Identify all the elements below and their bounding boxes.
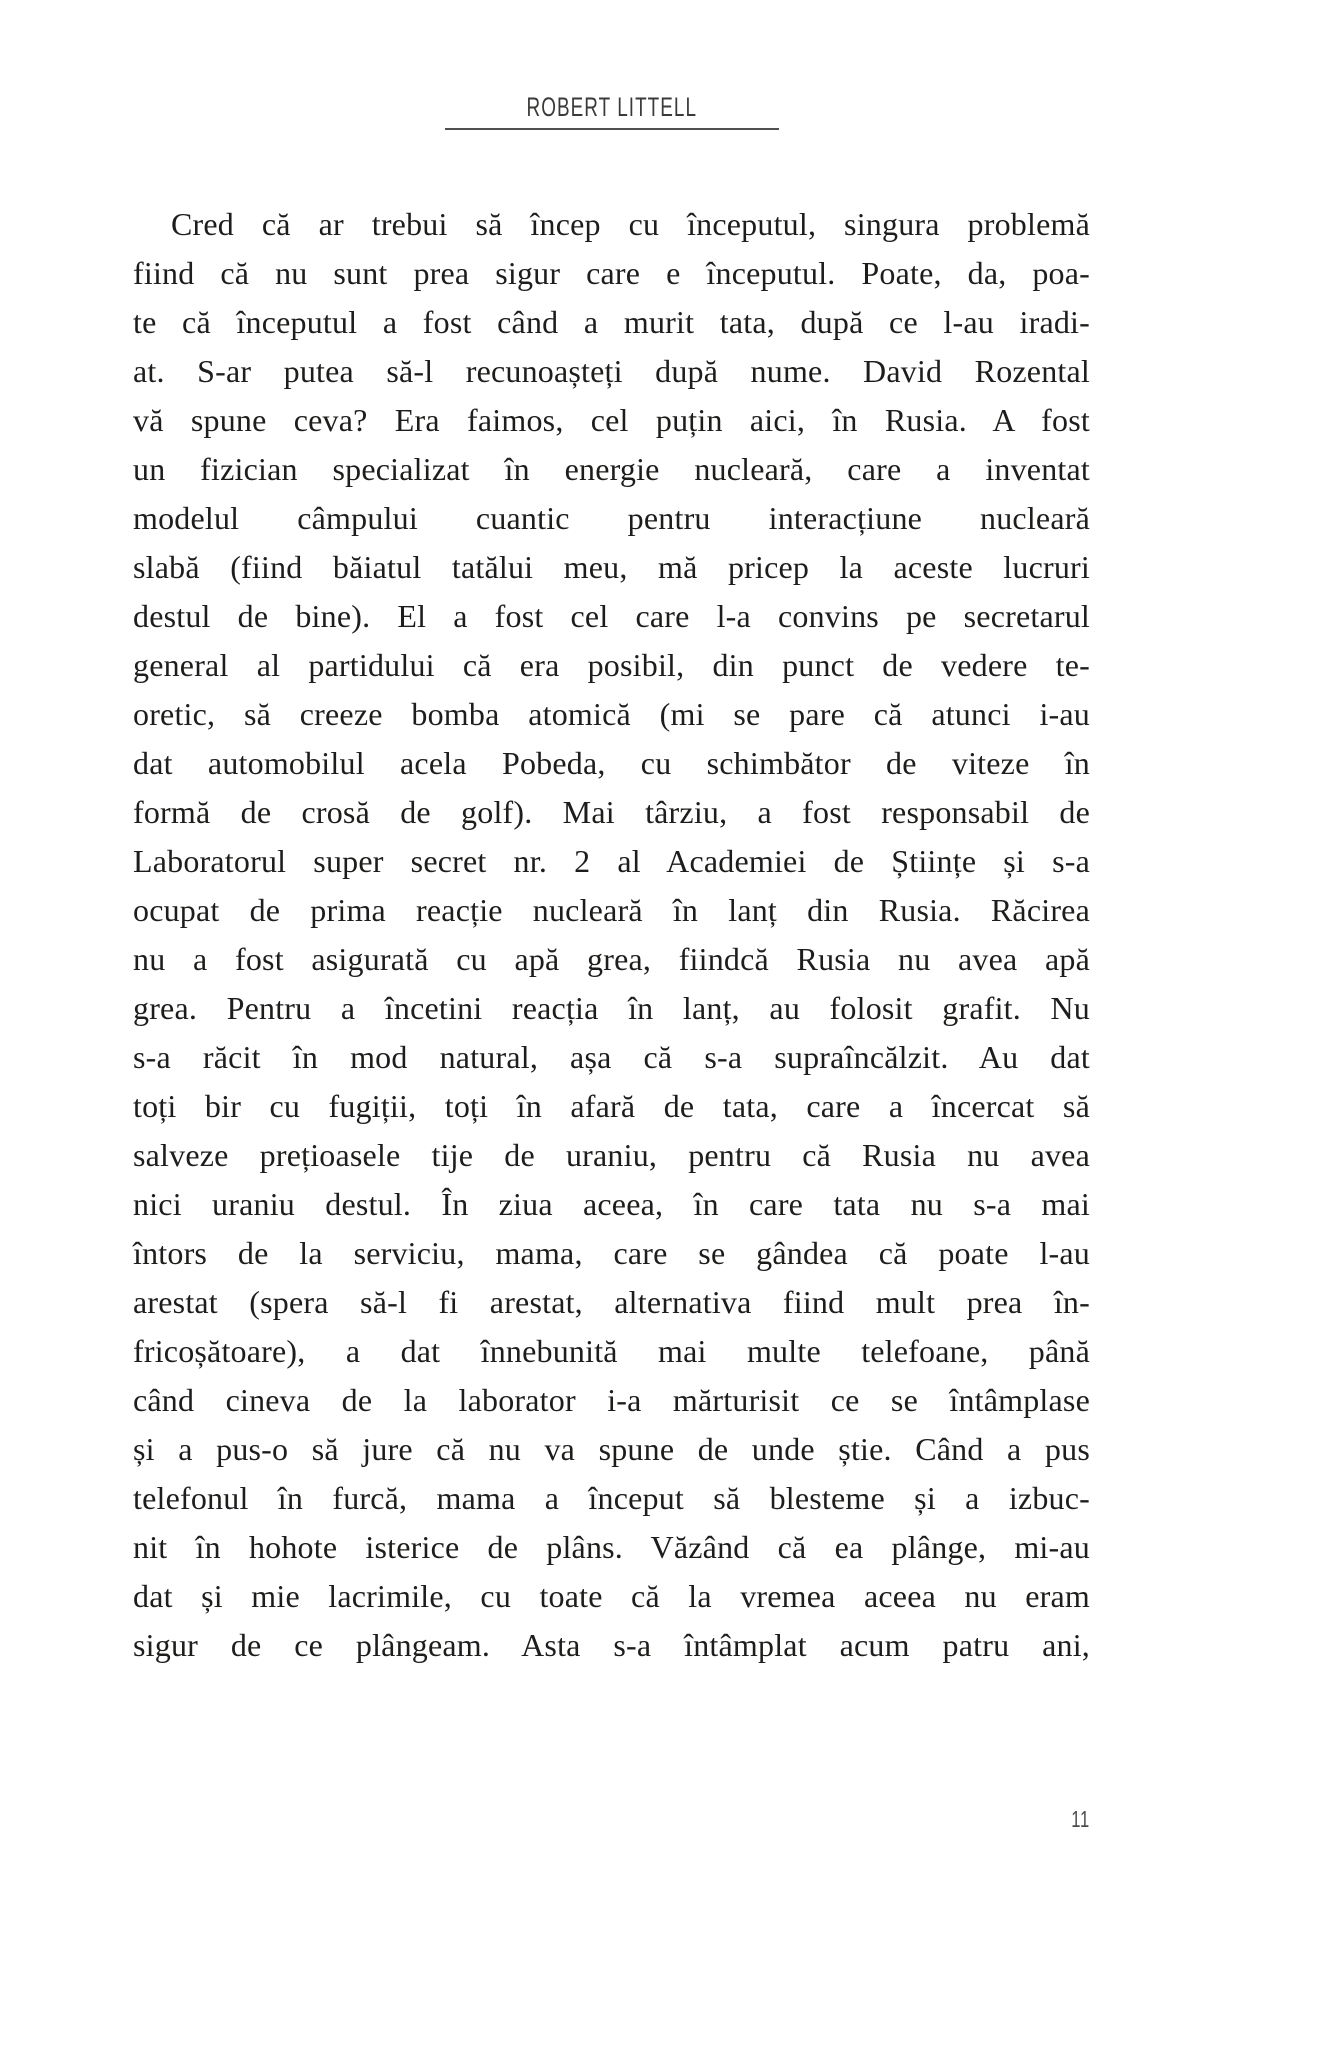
text-line: formă de crosă de golf). Mai târziu, a fost responsabil de — [133, 794, 1090, 830]
text-line: ocupat de prima reacție nucleară în lanț din Rusia. Răcirea — [133, 892, 1090, 928]
text-line: fricoșătoare), a dat înnebunită mai multe telefoane, până — [133, 1333, 1090, 1369]
text-column — [133, 0, 1090, 2048]
text-line: destul de bine). El a fost cel care l-a convins pe secretarul — [133, 598, 1090, 634]
text-line: Cred că ar trebui să încep cu începutul, singura problemă — [171, 206, 1090, 242]
text-line: salveze prețioasele tije de uraniu, pentru că Rusia nu avea — [133, 1137, 1090, 1173]
text-line: Laboratorul super secret nr. 2 al Academiei de Științe și s-a — [133, 843, 1090, 879]
running-header — [133, 92, 1090, 123]
page-number: 11 — [1071, 1806, 1090, 1832]
text-line: arestat (spera să-l fi arestat, alternativa fiind mult prea în- — [133, 1284, 1090, 1320]
text-line: când cineva de la laborator i-a mărturisit ce se întâmplase — [133, 1382, 1090, 1418]
text-line: vă spune ceva? Era faimos, cel puțin aici, în Rusia. A fost — [133, 402, 1090, 438]
text-line: nici uraniu destul. În ziua aceea, în care tata nu s-a mai — [133, 1186, 1090, 1222]
text-line: dat automobilul acela Pobeda, cu schimbător de viteze în — [133, 745, 1090, 781]
text-line: nit în hohote isterice de plâns. Văzând că ea plânge, mi-au — [133, 1529, 1090, 1565]
text-line: te că începutul a fost când a murit tata, după ce l-au iradi- — [133, 304, 1090, 340]
text-line: s-a răcit în mod natural, așa că s-a supraîncălzit. Au dat — [133, 1039, 1090, 1075]
text-line: grea. Pentru a încetini reacția în lanț, au folosit grafit. Nu — [133, 990, 1090, 1026]
author-name: ROBERT LITTELL — [526, 92, 697, 122]
text-line: întors de la serviciu, mama, care se gândea că poate l-au — [133, 1235, 1090, 1271]
text-line: dat și mie lacrimile, cu toate că la vremea aceea nu eram — [133, 1578, 1090, 1614]
text-line: at. S-ar putea să-l recunoașteți după nume. David Rozental — [133, 353, 1090, 389]
header-divider-rule — [445, 128, 779, 130]
text-line: modelul câmpului cuantic pentru interacțiune nucleară — [133, 500, 1090, 536]
body-paragraph — [133, 200, 1090, 1670]
text-line: și a pus-o să jure că nu va spune de unde știe. Când a pus — [133, 1431, 1090, 1467]
text-line: fiind că nu sunt prea sigur care e începutul. Poate, da, poa- — [133, 255, 1090, 291]
text-line: slabă (fiind băiatul tatălui meu, mă pricep la aceste lucruri — [133, 549, 1090, 585]
text-line: general al partidului că era posibil, din punct de vedere te- — [133, 647, 1090, 683]
text-line: un fizician specializat în energie nucleară, care a inventat — [133, 451, 1090, 487]
text-line: toți bir cu fugiții, toți în afară de tata, care a încercat să — [133, 1088, 1090, 1124]
text-line: telefonul în furcă, mama a început să blesteme și a izbuc- — [133, 1480, 1090, 1516]
text-line: oretic, să creeze bomba atomică (mi se pare că atunci i-au — [133, 696, 1090, 732]
text-line: nu a fost asigurată cu apă grea, fiindcă Rusia nu avea apă — [133, 941, 1090, 977]
text-line: sigur de ce plângeam. Asta s-a întâmplat acum patru ani, — [133, 1627, 1090, 1663]
